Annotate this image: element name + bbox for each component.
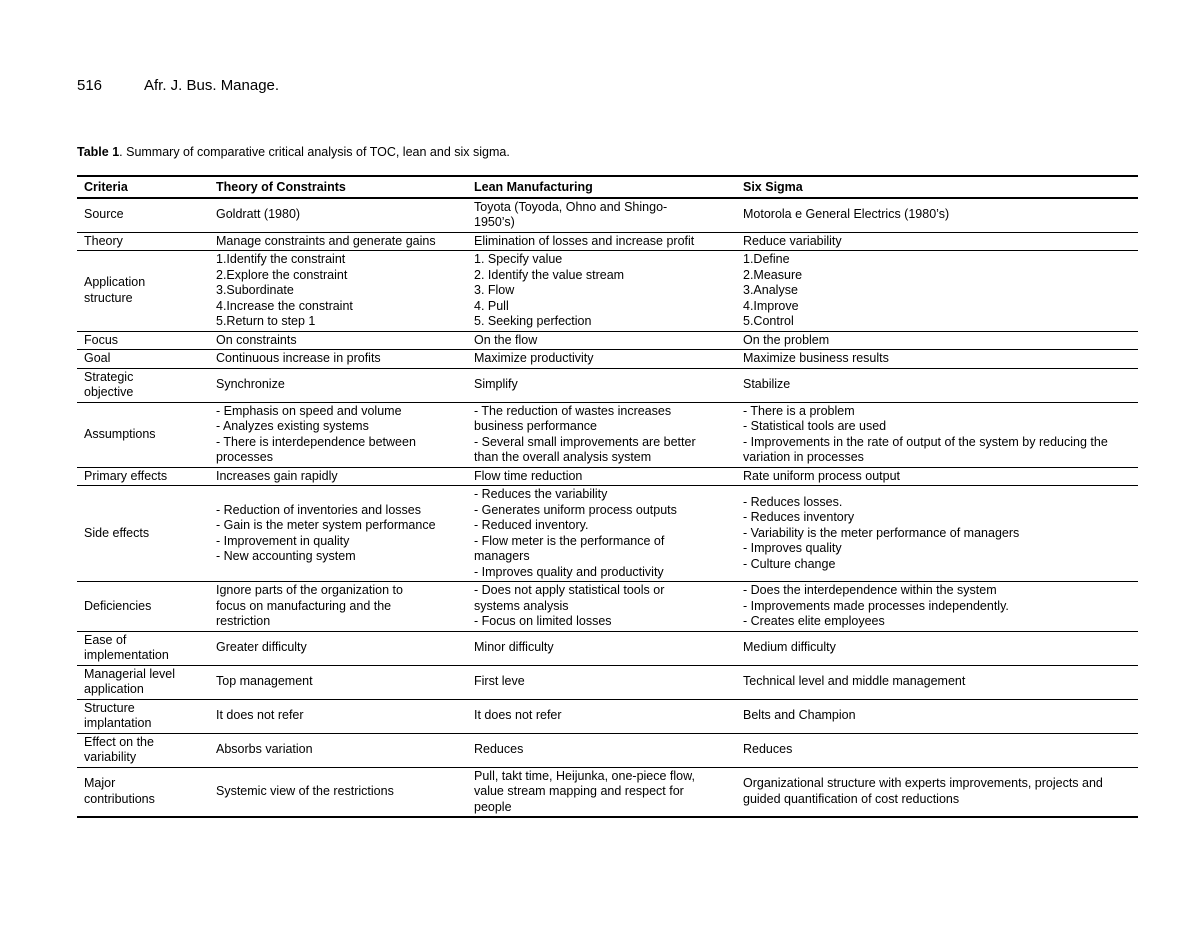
cell-line: Technical level and middle management <box>743 674 966 689</box>
toc-cell <box>209 733 467 767</box>
cell-line: structure <box>84 290 133 305</box>
cell-line: 3.Subordinate <box>216 283 294 297</box>
cell-line: Goldratt (1980) <box>216 207 301 222</box>
criteria-cell <box>77 368 209 402</box>
cell-line: managers <box>474 549 530 563</box>
table-caption <box>77 145 510 159</box>
toc-cell <box>209 251 467 332</box>
toc-cell <box>209 767 467 817</box>
six-sigma-cell <box>736 631 1138 665</box>
criteria-cell <box>77 665 209 699</box>
cell-line: Ignore parts of the organization to <box>216 583 403 597</box>
cell-line: Maximize productivity <box>474 351 594 365</box>
toc-cell <box>209 350 467 369</box>
cell-line: - Reduces inventory <box>743 510 855 525</box>
column-header-six-sigma: Six Sigma <box>736 176 1138 198</box>
cell-line: variability <box>84 750 137 764</box>
lean-cell <box>467 402 736 467</box>
cell-line: restriction <box>216 614 271 628</box>
lean-cell <box>467 631 736 665</box>
cell-line: - Variability is the meter performance of managers <box>743 525 1020 540</box>
six-sigma-cell <box>736 486 1138 582</box>
cell-line: Motorola e General Electrics (1980’s) <box>743 207 950 222</box>
cell-line: 1950’s) <box>474 215 515 229</box>
toc-cell <box>209 486 467 582</box>
cell-line: 4.Increase the constraint <box>216 298 353 313</box>
toc-cell <box>209 582 467 632</box>
cell-line: - New accounting system <box>216 549 356 563</box>
running-head <box>77 77 279 94</box>
table-row <box>77 767 1138 817</box>
cell-line: - Improvements made processes independently. <box>743 598 1009 613</box>
cell-line: Reduce variability <box>743 233 842 248</box>
table-header-row <box>77 176 1138 198</box>
cell-line: Toyota (Toyoda, Ohno and Shingo- <box>474 199 668 214</box>
cell-line: value stream mapping and respect for <box>474 784 684 798</box>
cell-line: Rate uniform process output <box>743 468 901 483</box>
cell-line: application <box>84 682 144 696</box>
cell-line: - Culture change <box>743 556 836 571</box>
cell-line: - The reduction of wastes increases <box>474 403 672 418</box>
table-row <box>77 733 1138 767</box>
cell-line: Pull, takt time, Heijunka, one-piece flow, <box>474 768 695 783</box>
six-sigma-cell <box>736 198 1138 233</box>
cell-line: Managerial level <box>84 666 176 681</box>
table-row <box>77 368 1138 402</box>
six-sigma-cell <box>736 582 1138 632</box>
cell-line: business performance <box>474 419 597 433</box>
cell-line: - Analyzes existing systems <box>216 419 369 433</box>
lean-cell <box>467 467 736 486</box>
page-number: 516 <box>77 77 103 94</box>
cell-line: It does not refer <box>474 708 562 723</box>
cell-line: - Statistical tools are used <box>743 419 887 433</box>
cell-line: Theory <box>84 233 123 248</box>
cell-line: 2.Measure <box>743 267 803 282</box>
cell-line: Maximize business results <box>743 351 889 365</box>
cell-line: Focus <box>84 332 119 347</box>
criteria-cell <box>77 251 209 332</box>
cell-line: Strategic <box>84 369 134 384</box>
cell-line: Elimination of losses and increase profit <box>474 233 695 248</box>
six-sigma-cell <box>736 767 1138 817</box>
cell-line: - Does the interdependence within the system <box>743 583 997 597</box>
lean-cell <box>467 350 736 369</box>
cell-line: Major <box>84 776 116 791</box>
cell-line: contributions <box>84 791 155 806</box>
six-sigma-cell <box>736 232 1138 251</box>
cell-line: Reduces <box>474 742 524 757</box>
cell-line: - Reduction of inventories and losses <box>216 502 421 517</box>
lean-cell <box>467 331 736 350</box>
criteria-cell <box>77 331 209 350</box>
cell-line: - Improves quality <box>743 541 842 556</box>
cell-line: On the problem <box>743 332 830 347</box>
lean-cell <box>467 733 736 767</box>
cell-line: - Flow meter is the performance of <box>474 533 665 548</box>
table-row <box>77 331 1138 350</box>
cell-line: implementation <box>84 648 169 662</box>
cell-line: - Emphasis on speed and volume <box>216 403 402 418</box>
six-sigma-cell <box>736 699 1138 733</box>
cell-line: implantation <box>84 716 152 730</box>
cell-line: Assumptions <box>84 426 156 441</box>
toc-cell <box>209 665 467 699</box>
table-body <box>77 198 1138 818</box>
cell-line: - There is interdependence between <box>216 434 416 449</box>
table-row <box>77 198 1138 233</box>
cell-line: - Reduced inventory. <box>474 518 589 532</box>
cell-line: Synchronize <box>216 377 285 392</box>
cell-line: Primary effects <box>84 468 168 483</box>
toc-cell <box>209 331 467 350</box>
cell-line: people <box>474 799 512 814</box>
cell-line: - Reduces losses. <box>743 494 843 509</box>
cell-line: Ease of <box>84 632 127 647</box>
criteria-cell <box>77 232 209 251</box>
cell-line: It does not refer <box>216 708 304 723</box>
table-row <box>77 665 1138 699</box>
lean-cell <box>467 767 736 817</box>
cell-line: focus on manufacturing and the <box>216 598 392 613</box>
cell-line: Reduces <box>743 742 793 757</box>
cell-line: Deficiencies <box>84 598 152 613</box>
toc-cell <box>209 699 467 733</box>
six-sigma-cell <box>736 733 1138 767</box>
lean-cell <box>467 251 736 332</box>
table-row <box>77 699 1138 733</box>
cell-line: 3. Flow <box>474 283 515 297</box>
criteria-cell <box>77 402 209 467</box>
cell-line: Simplify <box>474 377 518 392</box>
cell-line: - Improves quality and productivity <box>474 564 664 579</box>
cell-line: Side effects <box>84 525 150 540</box>
criteria-cell <box>77 699 209 733</box>
cell-line: Goal <box>84 351 111 365</box>
column-header-toc: Theory of Constraints <box>209 176 467 198</box>
cell-line: 4.Improve <box>743 298 799 313</box>
table-row <box>77 402 1138 467</box>
cell-line: On constraints <box>216 332 297 347</box>
six-sigma-cell <box>736 467 1138 486</box>
toc-cell <box>209 402 467 467</box>
cell-line: Continuous increase in profits <box>216 351 381 365</box>
cell-line: Application <box>84 275 146 290</box>
table-caption-text: . Summary of comparative critical analysis of TOC, lean and six sigma. <box>119 145 510 159</box>
table-row <box>77 251 1138 332</box>
criteria-cell <box>77 486 209 582</box>
criteria-cell <box>77 631 209 665</box>
comparison-table <box>77 175 1138 818</box>
cell-line: objective <box>84 385 134 399</box>
criteria-cell <box>77 733 209 767</box>
lean-cell <box>467 232 736 251</box>
criteria-cell <box>77 767 209 817</box>
cell-line: Manage constraints and generate gains <box>216 233 436 248</box>
cell-line: - Gain is the meter system performance <box>216 518 436 532</box>
criteria-cell <box>77 582 209 632</box>
cell-line: - Does not apply statistical tools or <box>474 583 665 597</box>
toc-cell <box>209 631 467 665</box>
cell-line: Source <box>84 207 124 222</box>
table-row <box>77 631 1138 665</box>
six-sigma-cell <box>736 251 1138 332</box>
cell-line: - Improvements in the rate of output of the system by reducing the <box>743 434 1108 449</box>
cell-line: - Focus on limited losses <box>474 614 612 628</box>
journal-title: Afr. J. Bus. Manage. <box>144 77 280 94</box>
cell-line: - Several small improvements are better <box>474 434 696 449</box>
six-sigma-cell <box>736 665 1138 699</box>
toc-cell <box>209 467 467 486</box>
lean-cell <box>467 665 736 699</box>
cell-line: First leve <box>474 674 525 689</box>
cell-line: 5.Return to step 1 <box>216 314 316 328</box>
lean-cell <box>467 582 736 632</box>
table-row <box>77 582 1138 632</box>
six-sigma-cell <box>736 402 1138 467</box>
cell-line: variation in processes <box>743 450 864 464</box>
cell-line: Effect on the <box>84 734 154 749</box>
six-sigma-cell <box>736 350 1138 369</box>
cell-line: 1.Identify the constraint <box>216 252 346 266</box>
cell-line: systems analysis <box>474 598 569 613</box>
table-row <box>77 350 1138 369</box>
cell-line: 4. Pull <box>474 298 509 313</box>
cell-line: 2.Explore the constraint <box>216 267 348 282</box>
table-label: Table 1 <box>77 145 120 159</box>
cell-line: Belts and Champion <box>743 708 856 723</box>
cell-line: 5.Control <box>743 314 794 328</box>
lean-cell <box>467 368 736 402</box>
cell-line: - Reduces the variability <box>474 487 608 501</box>
table-row <box>77 232 1138 251</box>
cell-line: - Improvement in quality <box>216 533 350 548</box>
cell-line: - Creates elite employees <box>743 614 885 628</box>
cell-line: 1.Define <box>743 252 790 266</box>
cell-line: Increases gain rapidly <box>216 468 338 483</box>
toc-cell <box>209 232 467 251</box>
six-sigma-cell <box>736 331 1138 350</box>
table-row <box>77 467 1138 486</box>
lean-cell <box>467 699 736 733</box>
criteria-cell <box>77 350 209 369</box>
cell-line: Stabilize <box>743 377 791 392</box>
cell-line: - Generates uniform process outputs <box>474 502 677 517</box>
cell-line: 1. Specify value <box>474 252 563 266</box>
cell-line: Medium difficulty <box>743 640 836 655</box>
toc-cell <box>209 368 467 402</box>
cell-line: Flow time reduction <box>474 468 583 483</box>
cell-line: Systemic view of the restrictions <box>216 784 394 798</box>
cell-line: processes <box>216 450 273 464</box>
cell-line: 2. Identify the value stream <box>474 267 625 282</box>
lean-cell <box>467 486 736 582</box>
cell-line: guided quantification of cost reductions <box>743 791 960 806</box>
cell-line: 5. Seeking perfection <box>474 314 592 328</box>
table-row <box>77 486 1138 582</box>
cell-line: than the overall analysis system <box>474 450 652 464</box>
cell-line: 3.Analyse <box>743 283 798 297</box>
cell-line: Organizational structure with experts improvements, projects and <box>743 776 1103 791</box>
cell-line: - There is a problem <box>743 403 855 418</box>
criteria-cell <box>77 198 209 233</box>
cell-line: Absorbs variation <box>216 742 313 757</box>
lean-cell <box>467 198 736 233</box>
cell-line: Structure <box>84 700 135 715</box>
cell-line: Minor difficulty <box>474 640 554 655</box>
criteria-cell <box>77 467 209 486</box>
cell-line: On the flow <box>474 332 538 347</box>
cell-line: Greater difficulty <box>216 640 307 655</box>
column-header-criteria: Criteria <box>77 176 209 198</box>
toc-cell <box>209 198 467 233</box>
column-header-lean: Lean Manufacturing <box>467 176 736 198</box>
six-sigma-cell <box>736 368 1138 402</box>
cell-line: Top management <box>216 674 313 689</box>
